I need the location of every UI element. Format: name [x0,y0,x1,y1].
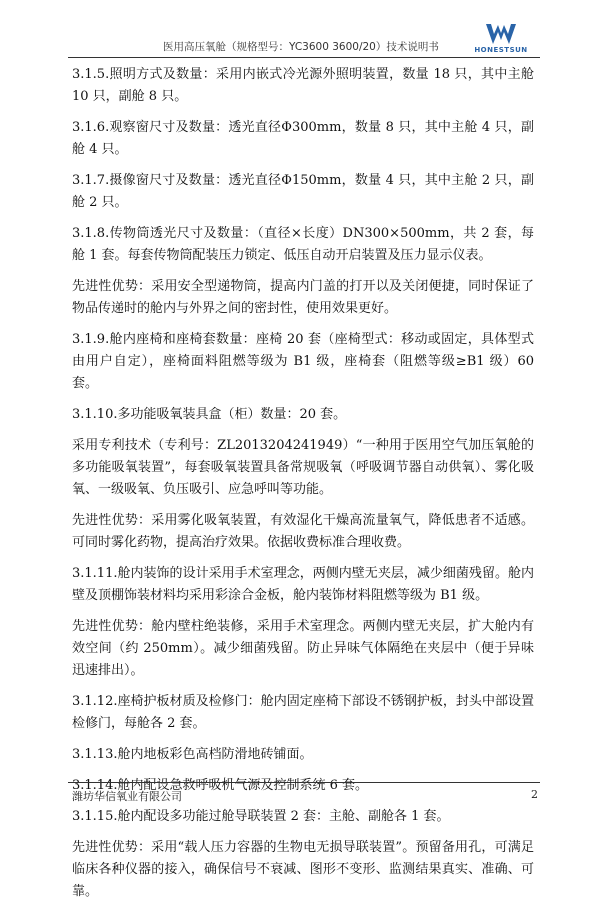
paragraph: 先进性优势：舱内壁柱绝装修，采用手术室理念。两侧内壁无夹层，扩大舱内有效空间（约 250mm）。减少细菌残留。防止异味气体隔绝在夹层中（便于异味迅速排出）。 [72,619,534,678]
paragraph: 3.1.14.舱内配设急救呼吸机气源及控制系统 6 套。 [72,778,369,793]
paragraph: 先进性优势：采用安全型递物筒，提高内门盖的打开以及关闭便捷，同时保证了物品传递时的舱内与外界之间的密封性，使用效果更好。 [72,279,534,316]
document-body [72,64,534,912]
footer-divider [68,782,540,783]
logo-text: HONESTSUN [474,46,528,54]
paragraph: 3.1.5.照明方式及数量：采用内嵌式冷光源外照明装置，数量 18 只，其中主舱 10 只，副舱 8 只。 [72,67,534,104]
paragraph: 采用专利技术（专利号：ZL2013204241949）“一种用于医用空气加压氧舱的多功能吸氧装置”，每套吸氧装置具备常规吸氧（呼吸调节器自动供氧）、雾化吸氧、一级吸氧、负压吸引、应急呼叫等功能。 [72,438,534,497]
paragraph: 3.1.7.摄像窗尺寸及数量：透光直径Φ150mm，数量 4 只，其中主舱 2 只，副舱 2 只。 [72,173,534,210]
paragraph: 3.1.10.多功能吸氧装具盒（柜）数量：20 套。 [72,407,347,422]
paragraph: 3.1.8.传物筒透光尺寸及数量：（直径×长度）DN300×500mm，共 2 套，每舱 1 套。每套传物筒配装压力锁定、低压自动开启装置及压力显示仪表。 [72,226,534,263]
paragraph: 3.1.12.座椅护板材质及检修门：舱内固定座椅下部设不锈钢护板，封头中部设置检修门，每舱各 2 套。 [72,694,534,731]
footer-company: 潍坊华信氧业有限公司 [72,790,182,803]
paragraph: 先进性优势：采用雾化吸氧装置，有效湿化干燥高流量氧气，降低患者不适感。可同时雾化药物，提高治疗效果。依据收费标准合理收费。 [72,513,534,550]
company-logo [462,22,540,56]
paragraph: 3.1.9.舱内座椅和座椅套数量：座椅 20 套（座椅型式：移动或固定，具体型式由用户自定），座椅面料阻燃等级为 B1 级，座椅套（阻燃等级≥B1 级）60 套。 [72,332,534,391]
paragraph: 3.1.13.舱内地板彩色高档防滑地砖铺面。 [72,747,313,762]
paragraph: 3.1.11.舱内装饰的设计采用手术室理念，两侧内壁无夹层，减少细菌残留。舱内壁及顶棚饰装材料均采用彩涂合金板，舱内装饰材料阻燃等级为 B1 级。 [72,566,534,603]
page-number: 2 [531,788,538,801]
header-title: 医用高压氧舱（规格型号：YC3600 3600/20）技术说明书 [163,41,439,53]
header-divider [68,57,540,58]
paragraph: 先进性优势：采用“载人压力容器的生物电无损导联装置”。预留备用孔，可满足临床各种仪器的接入，确保信号不衰减、图形不变形、监测结果真实、准确、可靠。 [72,840,534,899]
logo-mark-icon [484,22,518,46]
paragraph: 3.1.6.观察窗尺寸及数量：透光直径Φ300mm，数量 8 只，其中主舱 4 只，副舱 4 只。 [72,120,534,157]
paragraph: 3.1.15.舱内配设多功能过舱导联装置 2 套：主舱、副舱各 1 套。 [72,809,450,824]
page-header [68,30,540,58]
